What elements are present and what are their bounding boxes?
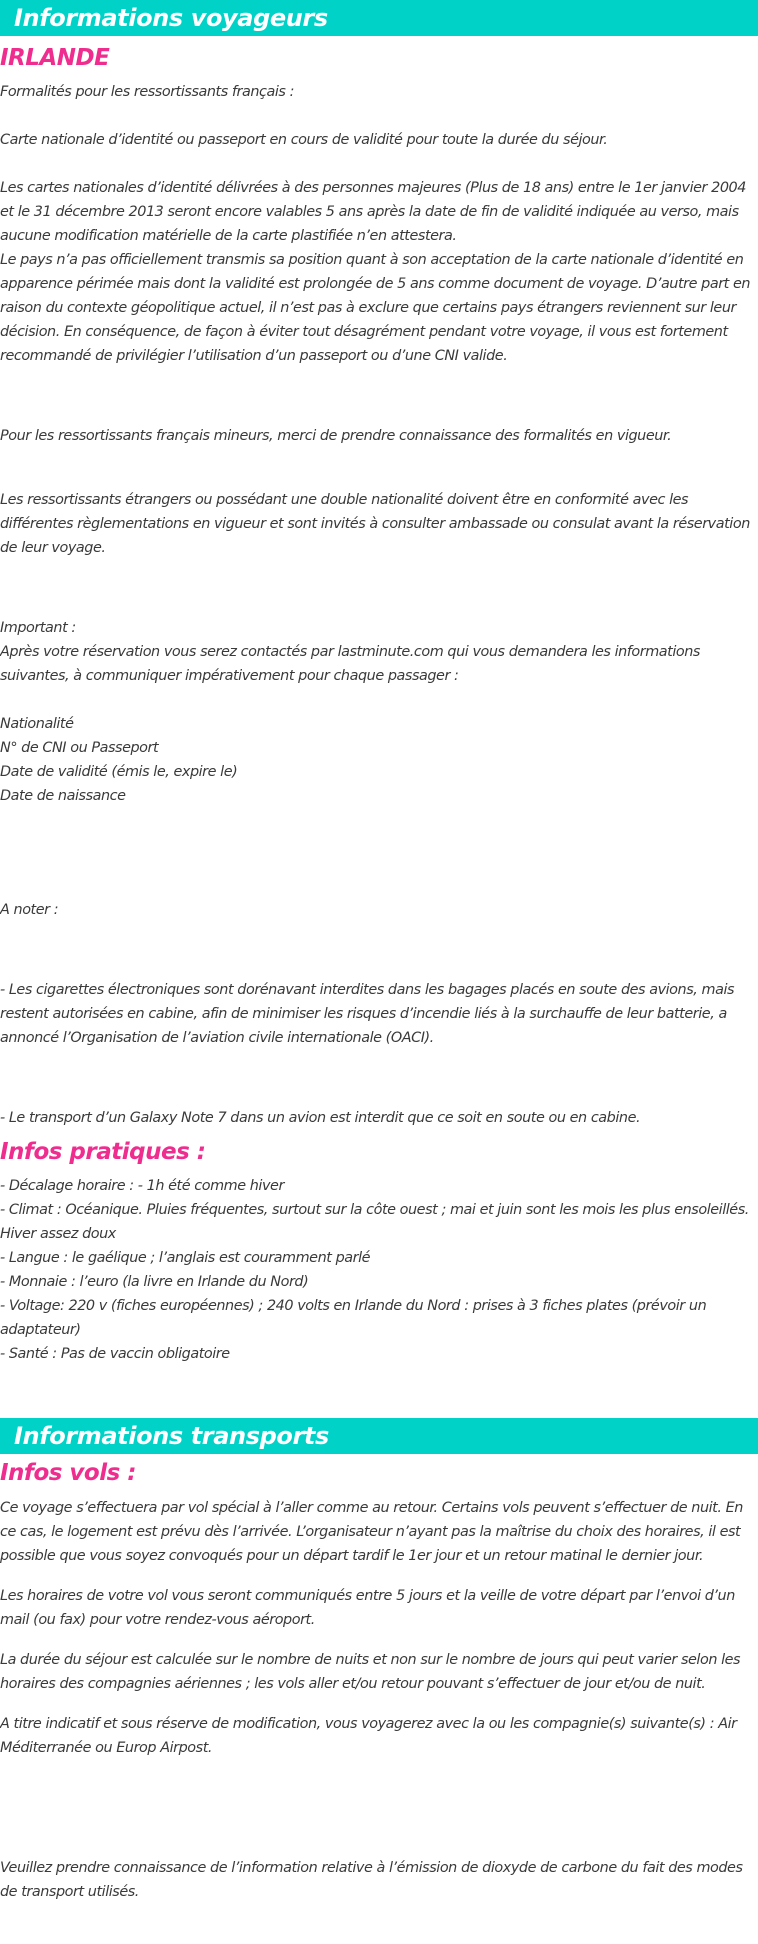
note-label: A noter : xyxy=(0,902,59,918)
country-title: IRLANDE xyxy=(0,45,110,71)
flights-paragraph-2: Les horaires de votre vol vous seront communiqués entre 5 jours et la veille de votre départ par l’envoi d’un mail (ou fax) pour votre rendez-vous aéroport. xyxy=(0,1588,735,1628)
practical-list xyxy=(0,1174,758,1366)
list-item: - Climat : Océanique. Pluies fréquentes, surtout sur la côte ouest ; mai et juin sont les mois les plus ensoleillés. Hiver assez doux xyxy=(0,1202,749,1242)
practical-heading: Infos pratiques : xyxy=(0,1139,206,1165)
cni-paragraph-2: Le pays n’a pas officiellement transmis sa position quant à son acceptation de la carte nationale d’identité en apparence périmée mais dont la validité est prolongée de 5 ans comme document de voyage. D’autre part en raison du contexte géopolitique actuel, il n’est pas à exclure que certains pays étrangers reviennent sur leur décision. En conséquence, de façon à éviter tout désagrément pendant votre voyage, il vous est fortement recommandé de privilégier l’utilisation d’un passeport ou d’une CNI valide. xyxy=(0,252,751,364)
note-cigarettes: - Les cigarettes électroniques sont dorénavant interdites dans les bagages placés en soute des avions, mais restent autorisées en cabine, afin de minimiser les risques d’incendie liés à la surchauffe de leur batterie, a annoncé l’Organisation de l’aviation civile internationale (OACI). xyxy=(0,982,735,1046)
note-galaxy: - Le transport d’un Galaxy Note 7 dans un avion est interdit que ce soit en soute ou en cabine. xyxy=(0,1110,641,1126)
list-item: Date de validité (émis le, expire le) xyxy=(0,764,238,780)
flights-paragraph-3: La durée du séjour est calculée sur le nombre de nuits et non sur le nombre de jours qui peut varier selon les horaires des compagnies aériennes ; les vols aller et/ou retour pouvant s’effectuer de jour et/ou de nuit. xyxy=(0,1652,741,1692)
important-label: Important : xyxy=(0,620,76,636)
transports-header: Informations transports xyxy=(0,1418,758,1454)
flights-heading: Infos vols : xyxy=(0,1460,137,1486)
flights-paragraph-1: Ce voyage s’effectuera par vol spécial à l’aller comme au retour. Certains vols peuvent s’effectuer de nuit. En ce cas, le logement est prévu dès l’arrivée. L’organisateur n’ayant pas la maîtrise du choix des horaires, il est possible que vous soyez convoqués pour un départ tardif le 1er jour et un retour matinal le dernier jour. xyxy=(0,1500,743,1564)
list-item: - Santé : Pas de vaccin obligatoire xyxy=(0,1346,230,1362)
important-text: Après votre réservation vous serez contactés par lastminute.com qui vous demandera les informations suivantes, à communiquer impérativement pour chaque passager : xyxy=(0,644,700,684)
list-item: N° de CNI ou Passeport xyxy=(0,740,159,756)
practical-section xyxy=(0,1136,758,1366)
co2-notice: Veuillez prendre connaissance de l’information relative à l’émission de dioxyde de carbone du fait des modes de transport utilisés. xyxy=(0,1860,743,1900)
transports-section xyxy=(0,1418,758,1904)
id-requirement: Carte nationale d’identité ou passeport en cours de validité pour toute la durée du séjour. xyxy=(0,132,608,148)
list-item: Nationalité xyxy=(0,716,74,732)
list-item: - Voltage: 220 v (fiches européennes) ; 240 volts en Irlande du Nord : prises à 3 fiches plates (prévoir un adaptateur) xyxy=(0,1298,707,1338)
minors-text: Pour les ressortissants français mineurs, merci de prendre connaissance des formalités en vigueur. xyxy=(0,428,672,444)
cni-paragraph-1: Les cartes nationales d’identité délivrées à des personnes majeures (Plus de 18 ans) entre le 1er janvier 2004 et le 31 décembre 2013 seront encore valables 5 ans après la date de fin de validité indiquée au verso, mais aucune modification matérielle de la carte plastifiée n’en attestera. xyxy=(0,180,746,244)
list-item: Date de naissance xyxy=(0,788,126,804)
formalities-intro: Formalités pour les ressortissants français : xyxy=(0,84,294,100)
travelers-header: Informations voyageurs xyxy=(0,0,758,36)
list-item: - Décalage horaire : - 1h été comme hiver xyxy=(0,1178,284,1194)
list-item: - Monnaie : l’euro (la livre en Irlande du Nord) xyxy=(0,1274,309,1290)
list-item: - Langue : le gaélique ; l’anglais est couramment parlé xyxy=(0,1250,371,1266)
flights-paragraph-4: A titre indicatif et sous réserve de modification, vous voyagerez avec la ou les compagnie(s) suivante(s) : Air Méditerranée ou Europ Airpost. xyxy=(0,1716,737,1756)
foreigners-text: Les ressortissants étrangers ou possédant une double nationalité doivent être en conformité avec les différentes règlementations en vigueur et sont invités à consulter ambassade ou consulat avant la réservation de leur voyage. xyxy=(0,492,750,556)
required-info-list xyxy=(0,712,758,808)
